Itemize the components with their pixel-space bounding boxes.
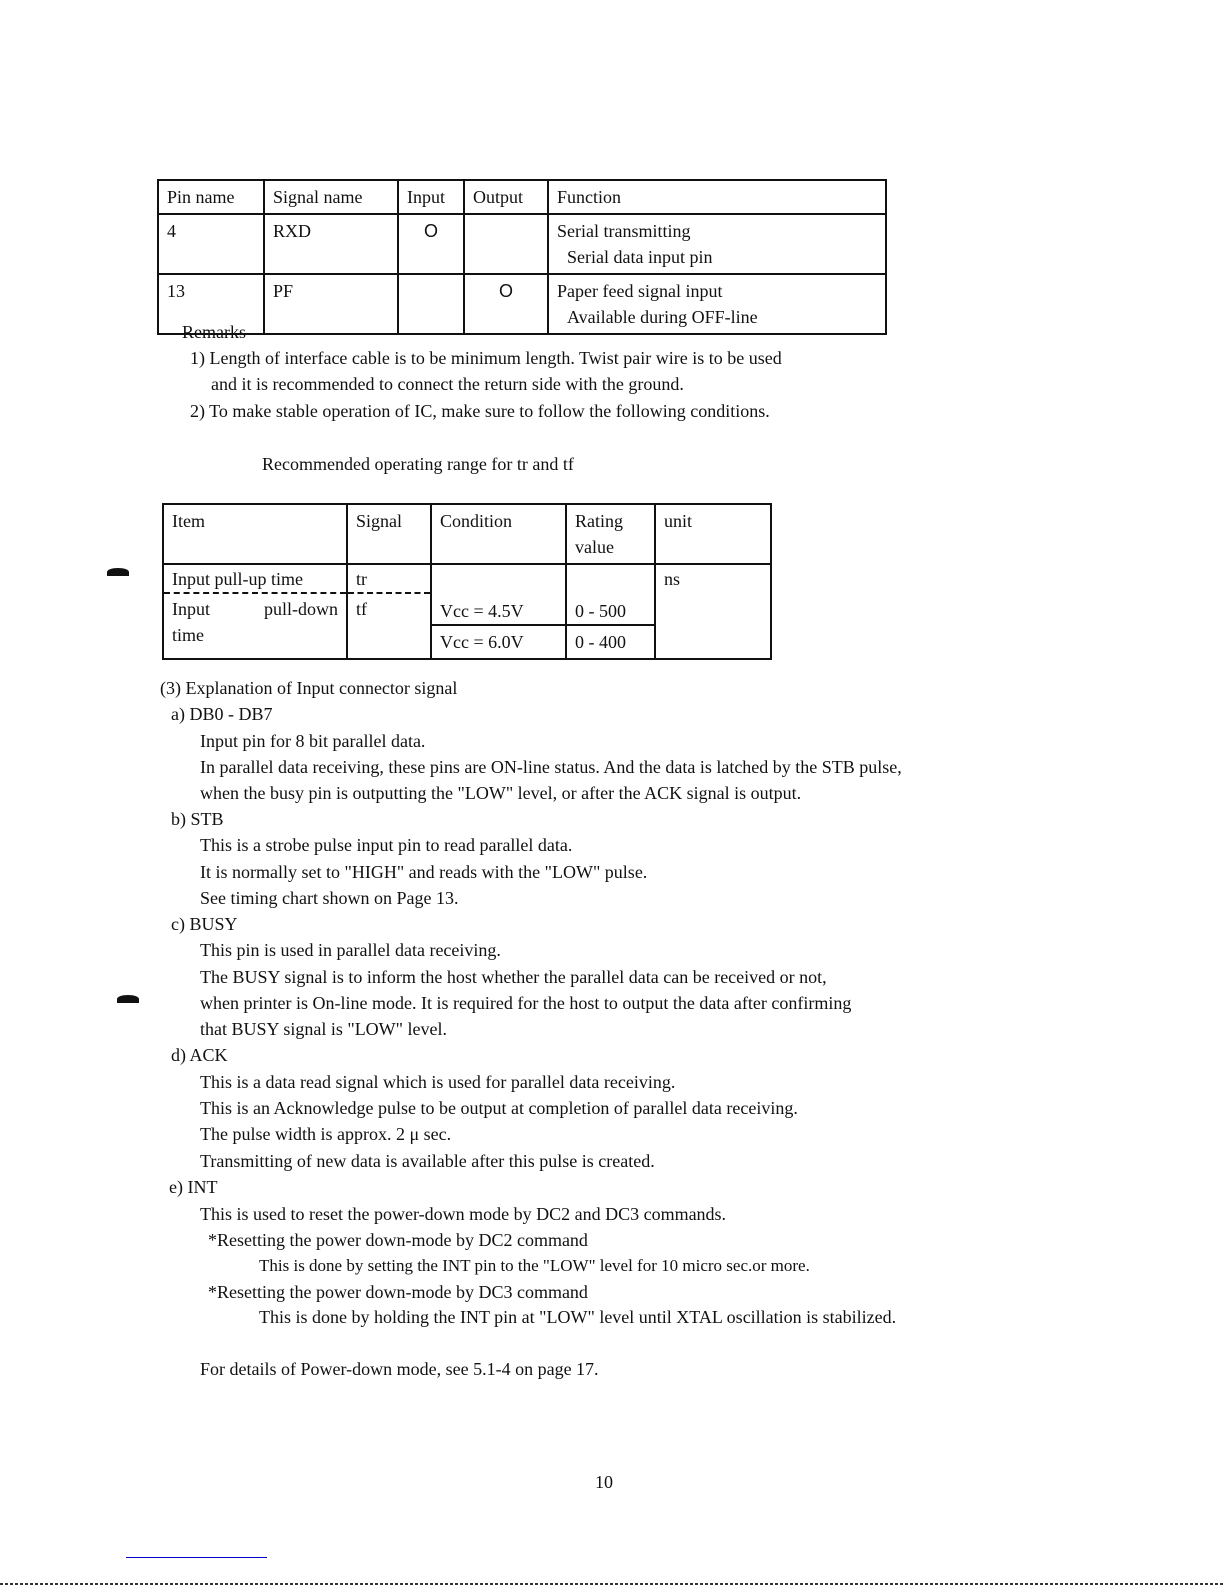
page-number: 10 xyxy=(595,1472,613,1492)
remark-1-cont: and it is recommended to connect the return side with the ground. xyxy=(211,374,684,394)
pin-table xyxy=(157,179,887,335)
blue-rule xyxy=(126,1557,267,1558)
remark-2: 2) To make stable operation of IC, make sure to follow the following conditions. xyxy=(190,401,770,421)
table-row xyxy=(158,274,886,334)
item-word: Input xyxy=(172,599,210,619)
text-line: For details of Power-down mode, see 5.1-4 on page 17. xyxy=(200,1359,599,1379)
header-function: Function xyxy=(548,180,886,214)
function-line: Available during OFF-line xyxy=(567,307,758,327)
item-word: pull-down xyxy=(264,599,338,619)
signal-cell: RXD xyxy=(264,214,398,274)
text-line: *Resetting the power down-mode by DC2 command xyxy=(208,1230,588,1250)
header-signal: Signal xyxy=(347,504,431,564)
pin-cell: 13 xyxy=(158,274,264,334)
item-cell xyxy=(163,593,347,659)
function-line: Paper feed signal input xyxy=(557,281,723,301)
function-cell xyxy=(548,274,886,334)
text-line: *Resetting the power down-mode by DC3 command xyxy=(208,1282,588,1302)
text-line: This is an Acknowledge pulse to be output at completion of parallel data receiving. xyxy=(200,1098,798,1118)
condition-cell: Vcc = 4.5V xyxy=(431,564,566,625)
text-line: This is done by holding the INT pin at "LOW" level until XTAL oscillation is stabilized. xyxy=(259,1307,897,1327)
text-line: The BUSY signal is to inform the host whether the parallel data can be received or not, xyxy=(200,967,827,987)
table-row xyxy=(158,214,886,274)
text-line: This is done by setting the INT pin to the "LOW" level for 10 micro sec.or more. xyxy=(259,1256,810,1275)
function-line: Serial transmitting xyxy=(557,221,691,241)
text-line: See timing chart shown on Page 13. xyxy=(200,888,459,908)
item-heading: c) BUSY xyxy=(171,914,238,934)
text-line: Input pin for 8 bit parallel data. xyxy=(200,731,426,751)
text-line: that BUSY signal is "LOW" level. xyxy=(200,1019,447,1039)
header-unit: unit xyxy=(655,504,771,564)
text-line: It is normally set to "HIGH" and reads with the "LOW" pulse. xyxy=(200,862,648,882)
header-condition: Condition xyxy=(431,504,566,564)
function-cell xyxy=(548,214,886,274)
item-heading: a) DB0 - DB7 xyxy=(171,704,273,724)
signal-cell: PF xyxy=(264,274,398,334)
header-signal-name: Signal name xyxy=(264,180,398,214)
header-output: Output xyxy=(464,180,548,214)
margin-mark xyxy=(117,995,139,1003)
text-line: In parallel data receiving, these pins are ON-line status. And the data is latched by the STB pulse, xyxy=(200,757,902,777)
condition-cell: Vcc = 6.0V xyxy=(431,625,566,659)
text-line: This is used to reset the power-down mode by DC2 and DC3 commands. xyxy=(200,1204,727,1224)
function-line: Serial data input pin xyxy=(567,247,713,267)
pin-cell: 4 xyxy=(158,214,264,274)
text-line: when the busy pin is outputting the "LOW" level, or after the ACK signal is output. xyxy=(200,783,802,803)
remarks-title: Remarks xyxy=(182,322,246,342)
table2-caption: Recommended operating range for tr and tf xyxy=(262,454,574,474)
text-line: This pin is used in parallel data receiving. xyxy=(200,940,501,960)
header-input: Input xyxy=(398,180,464,214)
table-row xyxy=(163,564,771,593)
rating-cell: 0 - 500 xyxy=(566,564,655,625)
text-line: This is a data read signal which is used for parallel data receiving. xyxy=(200,1072,676,1092)
text-line: when printer is On-line mode. It is required for the host to output the data after confirming xyxy=(200,993,852,1013)
remark-1: 1) Length of interface cable is to be minimum length. Twist pair wire is to be used xyxy=(190,348,782,368)
header-pin-name: Pin name xyxy=(158,180,264,214)
header-item: Item xyxy=(163,504,347,564)
margin-mark xyxy=(107,568,129,576)
text-line: The pulse width is approx. 2 μ sec. xyxy=(200,1124,452,1144)
signal-cell: tr xyxy=(347,564,431,593)
header-rating: Rating value xyxy=(566,504,655,564)
operating-range-table xyxy=(162,503,772,660)
unit-cell: ns xyxy=(655,564,771,659)
input-mark: O xyxy=(398,214,464,274)
input-cell xyxy=(398,274,464,334)
text-line: Transmitting of new data is available after this pulse is created. xyxy=(200,1151,655,1171)
item-heading: d) ACK xyxy=(171,1045,228,1065)
item-heading: b) STB xyxy=(171,809,224,829)
section-3-title: (3) Explanation of Input connector signal xyxy=(160,678,458,698)
signal-cell: tf xyxy=(347,593,431,659)
item-word: time xyxy=(172,625,204,645)
rating-cell: 0 - 400 xyxy=(566,625,655,659)
text-line: This is a strobe pulse input pin to read parallel data. xyxy=(200,835,573,855)
item-heading: e) INT xyxy=(169,1177,218,1197)
output-cell xyxy=(464,214,548,274)
output-mark: O xyxy=(464,274,548,334)
item-cell: Input pull-up time xyxy=(163,564,347,593)
